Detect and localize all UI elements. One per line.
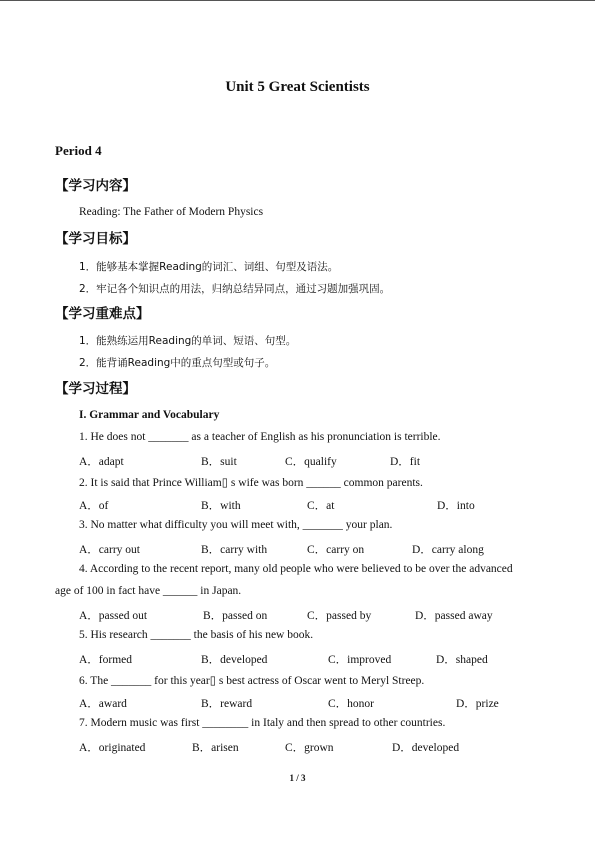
question-4-stem-continued: age of 100 in fact have ______ in Japan. <box>55 585 242 597</box>
q3-option-d: D．carry along <box>412 544 484 556</box>
q3-option-c: C．carry on <box>307 544 365 556</box>
q6-option-b: B．reward <box>201 698 253 710</box>
question-3-stem: 3. No matter what difficulty you will meet with, _______ your plan. <box>79 519 393 531</box>
heading-key-points: 【学习重难点】 <box>55 306 150 322</box>
goal-item-1: 1．能够基本掌握Reading的词汇、词组、句型及语法。 <box>79 261 339 273</box>
q6-option-d: D．prize <box>456 698 499 710</box>
q6-option-a: A．award <box>79 698 127 710</box>
q4-option-d: D．passed away <box>415 610 493 622</box>
learning-content-text: Reading: The Father of Modern Physics <box>79 206 264 218</box>
period-label: Period 4 <box>55 143 102 158</box>
goal-item-2: 2．牢记各个知识点的用法，归纳总结异同点，通过习题加强巩固。 <box>79 283 391 295</box>
q4-option-b: B．passed on <box>203 610 268 622</box>
q4-option-a: A．passed out <box>79 610 148 622</box>
q5-option-d: D．shaped <box>436 654 488 666</box>
q2-option-b: B．with <box>201 500 241 512</box>
section-title-grammar-vocabulary: I. Grammar and Vocabulary <box>79 409 220 421</box>
q2-option-d: D．into <box>437 500 475 512</box>
q1-option-b: B．suit <box>201 456 237 468</box>
question-2-stem: 2. It is said that Prince William▯ s wife was born ______ common parents. <box>79 477 423 489</box>
q2-option-a: A．of <box>79 500 109 512</box>
question-1-stem: 1. He does not _______ as a teacher of English as his pronunciation is terrible. <box>79 431 441 443</box>
q7-option-a: A．originated <box>79 742 146 754</box>
question-4-stem: 4. According to the recent report, many old people who were believed to be over the advanced <box>79 563 513 575</box>
key-point-1: 1．能熟练运用Reading的单词、短语、句型。 <box>79 335 297 347</box>
q6-option-c: C．honor <box>328 698 374 710</box>
heading-learning-goals: 【学习目标】 <box>55 231 136 247</box>
heading-learning-content: 【学习内容】 <box>55 178 136 194</box>
q3-option-a: A．carry out <box>79 544 140 556</box>
q7-option-c: C．grown <box>285 742 334 754</box>
q7-option-d: D．developed <box>392 742 460 754</box>
q1-option-a: A．adapt <box>79 456 124 468</box>
q1-option-c: C．qualify <box>285 456 337 468</box>
q3-option-b: B．carry with <box>201 544 268 556</box>
question-6-stem: 6. The _______ for this year▯ s best actress of Oscar went to Meryl Streep. <box>79 675 425 687</box>
page-number: 1 / 3 <box>289 773 306 783</box>
heading-learning-process: 【学习过程】 <box>55 381 136 397</box>
key-point-2: 2．能背诵Reading中的重点句型或句子。 <box>79 357 276 369</box>
q7-option-b: B．arisen <box>192 742 239 754</box>
page-top-rule <box>0 0 595 1</box>
q5-option-b: B．developed <box>201 654 268 666</box>
q5-option-a: A．formed <box>79 654 133 666</box>
q5-option-c: C．improved <box>328 654 392 666</box>
q2-option-c: C．at <box>307 500 335 512</box>
question-7-stem: 7. Modern music was first ________ in Italy and then spread to other countries. <box>79 717 446 729</box>
page-title: Unit 5 Great Scientists <box>225 79 370 95</box>
question-5-stem: 5. His research _______ the basis of his new book. <box>79 629 314 641</box>
q1-option-d: D．fit <box>390 456 421 468</box>
q4-option-c: C．passed by <box>307 610 372 622</box>
